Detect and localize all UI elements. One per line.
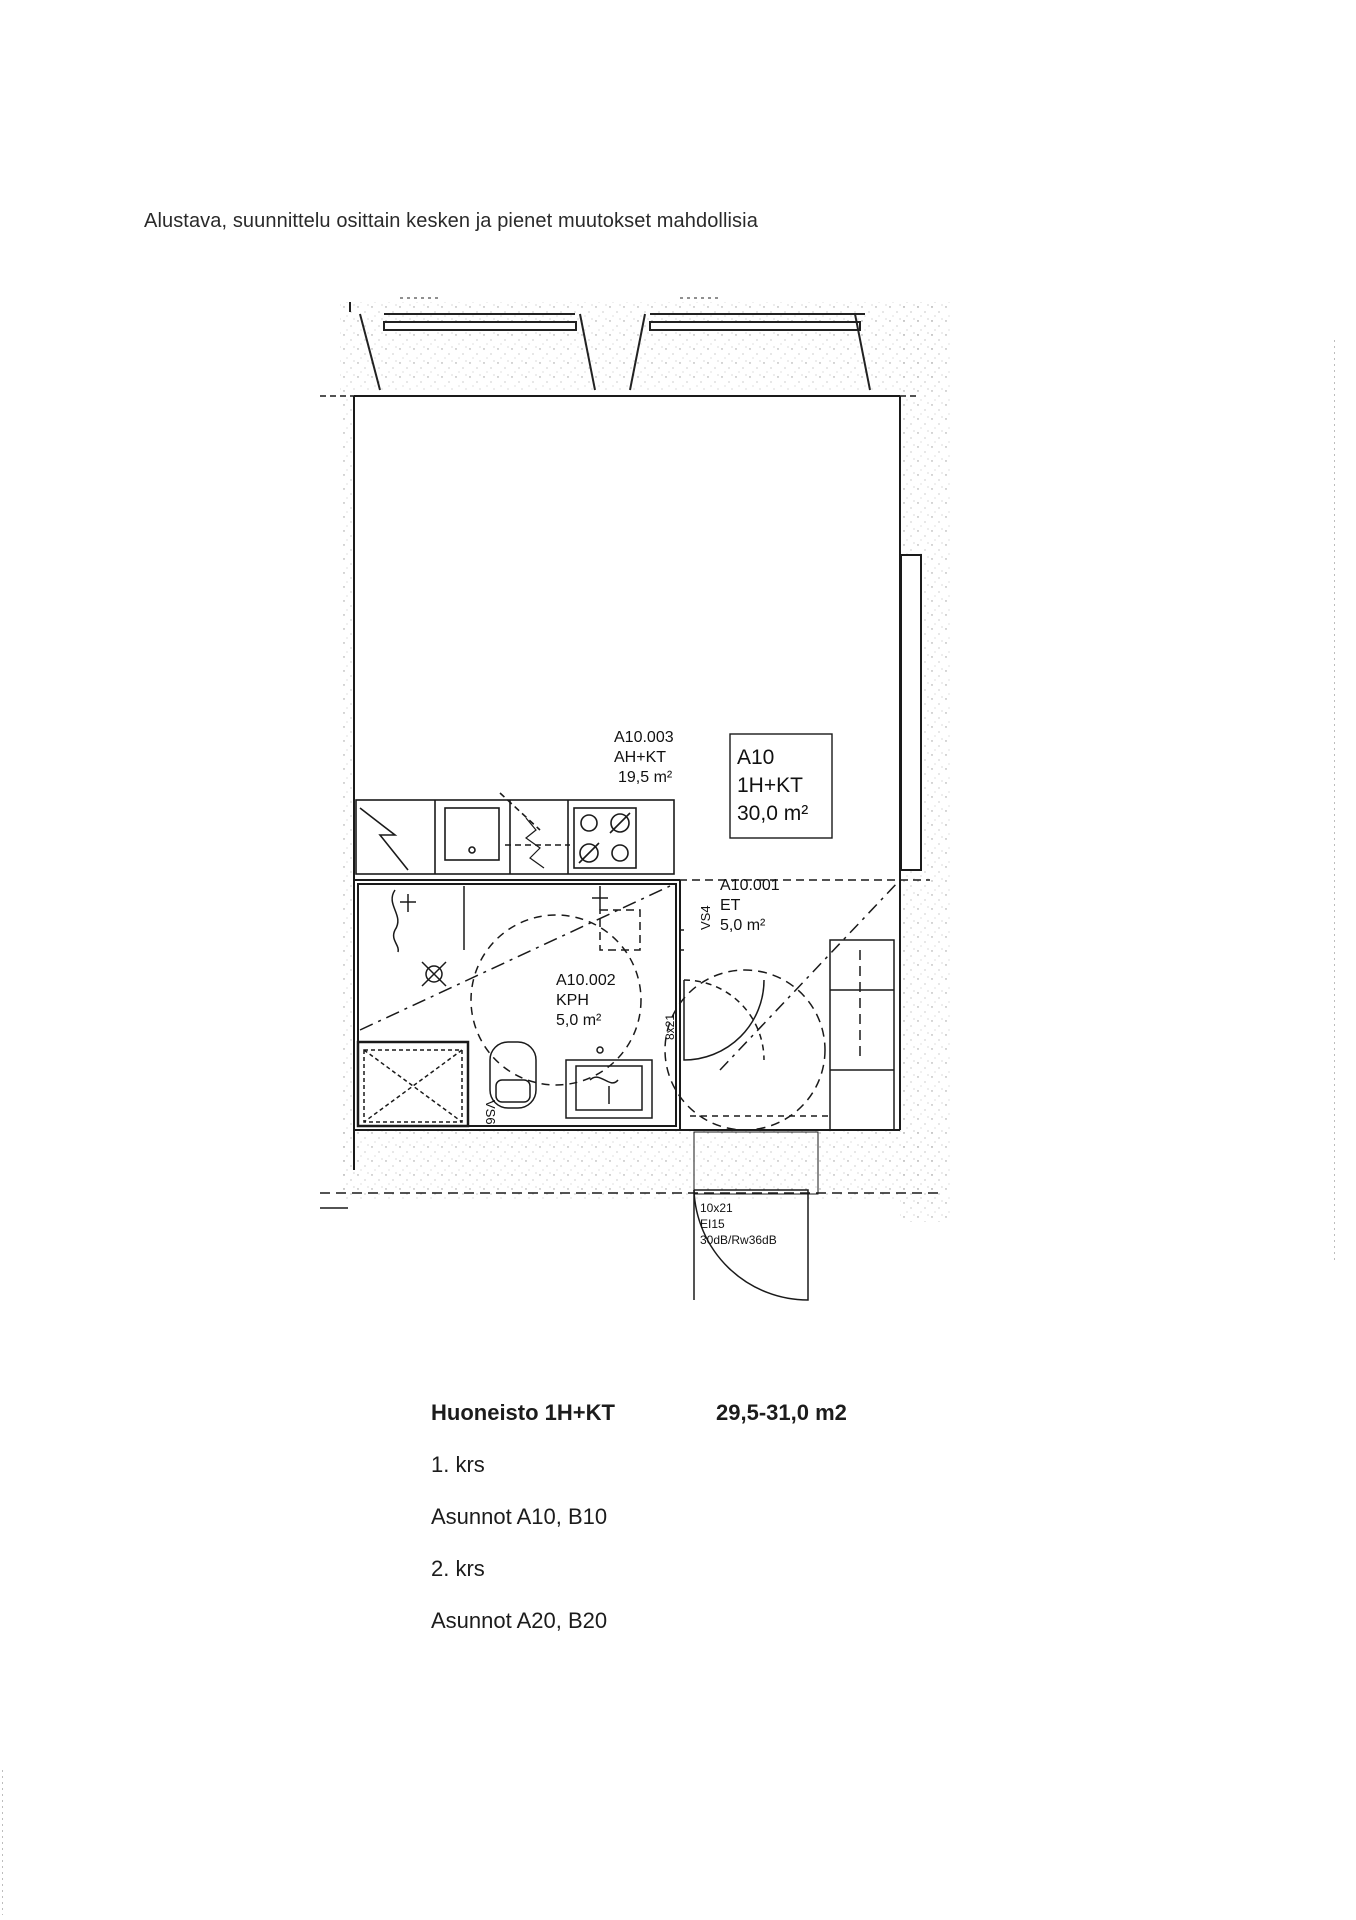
room-name: KPH [556, 992, 589, 1009]
room-label-bathroom [556, 972, 616, 1029]
info-floor-1: 1. krs [431, 1452, 485, 1477]
door-main-sound: 30dB/Rw36dB [700, 1233, 777, 1247]
room-label-entry [720, 877, 780, 934]
room-code: A10.002 [556, 972, 616, 989]
info-title: Huoneisto 1H+KT [431, 1400, 615, 1425]
room-code: A10.003 [614, 729, 674, 746]
room-label-living [614, 729, 674, 786]
info-floor-1-units: Asunnot A10, B10 [431, 1504, 608, 1529]
apartment-id: A10 [737, 746, 775, 769]
door-main-size: 10x21 [700, 1201, 733, 1215]
disclaimer-note: Alustava, suunnittelu osittain kesken ja pienet muutokset mahdollisia [144, 210, 758, 232]
door-main-class: EI15 [700, 1217, 725, 1231]
room-name: ET [720, 897, 741, 914]
info-area-range: 29,5-31,0 m2 [716, 1400, 847, 1425]
kitchen-counter [356, 793, 674, 874]
room-area: 5,0 m² [720, 917, 766, 934]
floor-plan [300, 290, 960, 1320]
apartment-type: 1H+KT [737, 774, 803, 797]
apartment-area: 30,0 m² [737, 802, 809, 825]
room-area: 19,5 m² [618, 769, 673, 786]
door-size-label: 8x21 [663, 1013, 677, 1040]
info-floor-2: 2. krs [431, 1556, 485, 1581]
scan-edge-mark [2, 1770, 3, 1915]
vs6-label: VS6 [483, 1100, 498, 1125]
apartment-tag [730, 734, 832, 838]
room-area: 5,0 m² [556, 1012, 602, 1029]
scan-edge-mark [1334, 340, 1335, 1260]
bathroom-fixtures [358, 884, 676, 1126]
room-code: A10.001 [720, 877, 780, 894]
info-floor-2-units: Asunnot A20, B20 [431, 1608, 608, 1633]
entry-details [483, 880, 900, 1130]
vs4-label: VS4 [698, 905, 713, 930]
room-name: AH+KT [614, 749, 667, 766]
